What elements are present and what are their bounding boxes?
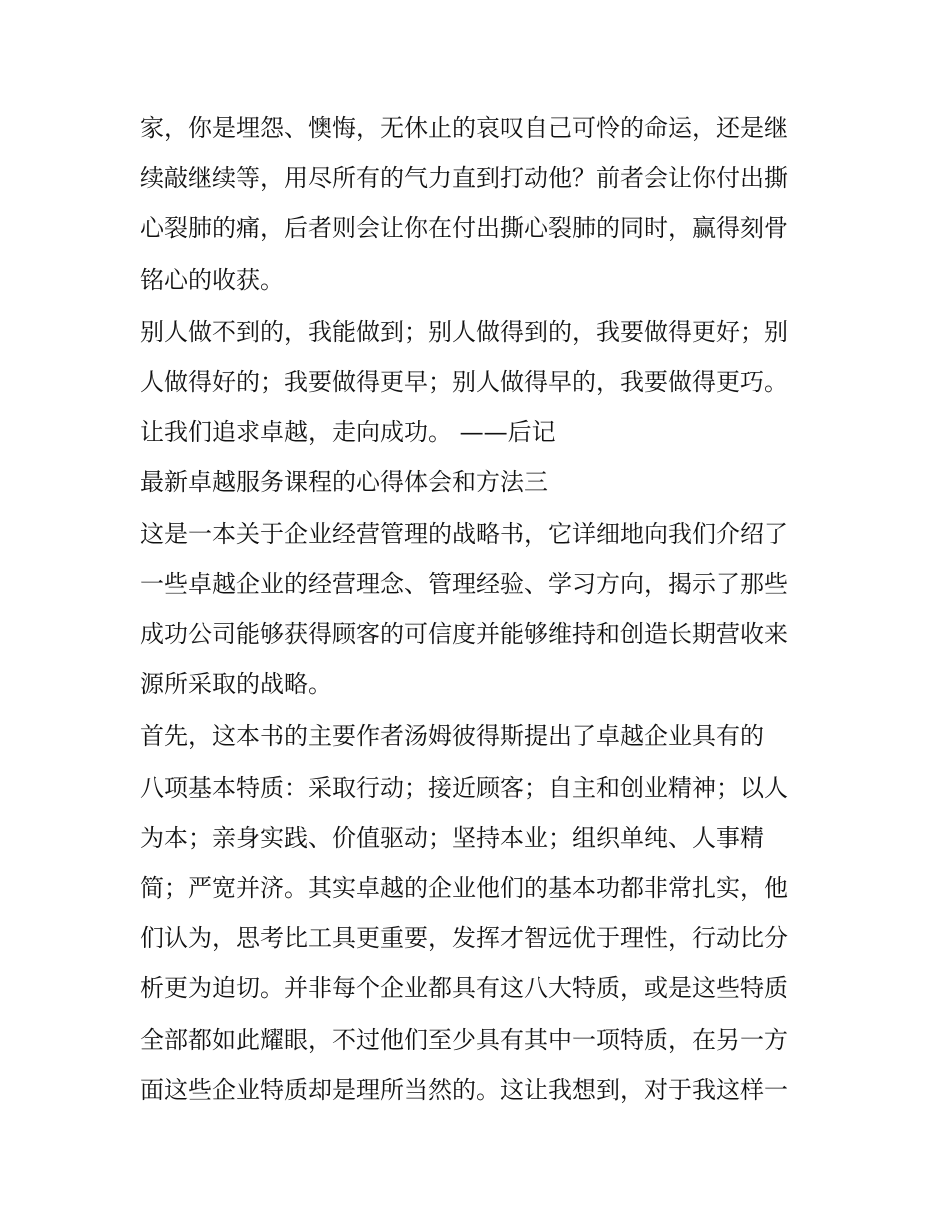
text-line: 一些卓越企业的经营理念、管理经验、学习方向，揭示了那些	[140, 570, 788, 598]
text-line: 别人做不到的，我能做到；别人做得到的，我要做得更好；别	[140, 318, 788, 346]
text-line: 们认为，思考比工具更重要，发挥才智远优于理性，行动比分	[140, 924, 788, 952]
text-line: 心裂肺的痛，后者则会让你在付出撕心裂肺的同时，赢得刻骨	[140, 214, 788, 242]
text-line: 首先，这本书的主要作者汤姆彼得斯提出了卓越企业具有的	[140, 722, 764, 750]
text-line: 八项基本特质：采取行动；接近顾客；自主和创业精神；以人	[140, 774, 788, 802]
text-line: 全部都如此耀眼，不过他们至少具有其中一项特质，在另一方	[140, 1026, 788, 1054]
text-line: 源所采取的战略。	[140, 670, 332, 698]
text-line: 面这些企业特质却是理所当然的。这让我想到，对于我这样一	[140, 1076, 788, 1104]
text-line: 铭心的收获。	[140, 266, 284, 294]
section-heading: 最新卓越服务课程的心得体会和方法三	[140, 468, 548, 496]
text-line: 续敲继续等，用尽所有的气力直到打动他？前者会让你付出撕	[140, 164, 788, 192]
text-line: 人做得好的；我要做得更早；别人做得早的，我要做得更巧。	[140, 368, 788, 396]
text-line: 这是一本关于企业经营管理的战略书，它详细地向我们介绍了	[140, 520, 788, 548]
text-line: 析更为迫切。并非每个企业都具有这八大特质，或是这些特质	[140, 974, 788, 1002]
text-line: 家，你是埋怨、懊悔，无休止的哀叹自己可怜的命运，还是继	[140, 114, 788, 142]
text-line: 成功公司能够获得顾客的可信度并能够维持和创造长期营收来	[140, 620, 788, 648]
text-line: 为本；亲身实践、价值驱动；坚持本业；组织单纯、人事精	[140, 824, 764, 852]
text-line: 简；严宽并济。其实卓越的企业他们的基本功都非常扎实，他	[140, 874, 788, 902]
text-line: 让我们追求卓越，走向成功。 ——后记	[140, 418, 556, 446]
